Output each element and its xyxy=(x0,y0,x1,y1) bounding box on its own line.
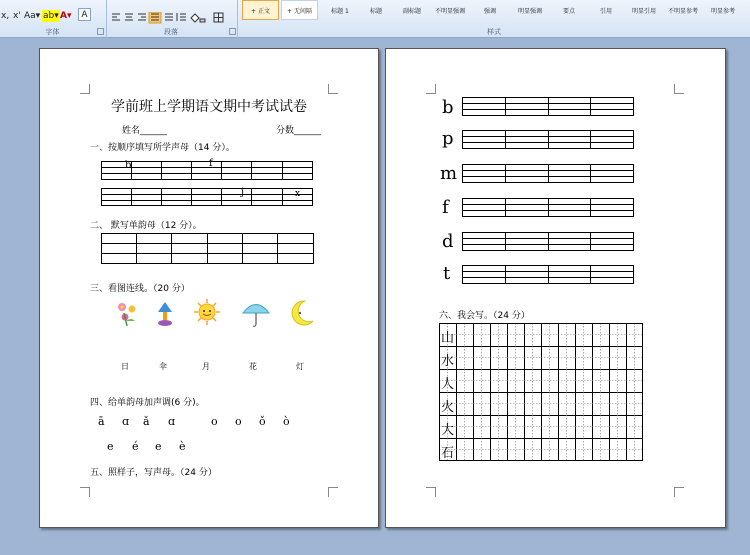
four-line-grid xyxy=(462,97,634,116)
practice-letter: t xyxy=(443,263,451,284)
lamp-icon xyxy=(154,300,176,328)
style-subtle-reference[interactable]: 不明显参考 xyxy=(667,8,698,15)
style-subtle-emphasis[interactable]: 不明显强调 xyxy=(434,8,465,15)
hanzi-char: 水 xyxy=(440,354,454,369)
q3-word: 日 xyxy=(121,362,129,371)
style-intense-reference[interactable]: 明显参考 xyxy=(710,8,735,15)
q3-word: 灯 xyxy=(296,362,304,371)
page-2 xyxy=(385,48,726,528)
q1-letter: f xyxy=(209,158,213,169)
font-group-label: 字体 xyxy=(45,28,60,36)
crop-mark xyxy=(80,84,90,94)
hanzi-char: 石 xyxy=(440,446,454,461)
hanzi-char: 山 xyxy=(440,331,454,346)
crop-mark xyxy=(674,84,684,94)
tone-vowel: ǎ xyxy=(143,415,150,428)
styles-group-label: 样式 xyxy=(487,28,501,36)
tone-vowel: e xyxy=(107,440,114,453)
flower-icon xyxy=(114,299,140,327)
distributed-icon xyxy=(165,14,173,20)
question-4: 四、给单韵母加声调(6 分)。 xyxy=(90,398,205,408)
hanzi-practice-grid xyxy=(439,323,643,462)
q3-word: 月 xyxy=(202,362,210,371)
crop-mark xyxy=(328,84,338,94)
practice-letter: m xyxy=(440,163,458,184)
style-no-spacing-label: + 无间隔 xyxy=(287,8,312,15)
sun-icon xyxy=(194,299,220,325)
paragraph-dialog-launcher[interactable] xyxy=(229,28,236,35)
crop-mark xyxy=(674,487,684,497)
hanzi-char: 人 xyxy=(440,377,454,392)
name-field: 姓名______ xyxy=(122,126,168,136)
style-quote[interactable]: 引用 xyxy=(599,8,612,15)
tone-vowel: ɑ xyxy=(168,415,176,428)
subscript-button[interactable]: x, xyxy=(1,11,10,21)
font-color-button[interactable]: A▾ xyxy=(60,11,72,21)
practice-letter: f xyxy=(442,197,449,218)
style-normal-label: + 正文 xyxy=(251,8,270,15)
ribbon xyxy=(0,0,750,38)
align-center-icon xyxy=(125,14,133,20)
style-no-spacing[interactable] xyxy=(281,0,318,20)
paragraph-toolbar-icons xyxy=(110,12,235,24)
q1-grid xyxy=(101,161,313,206)
question-1: 一、按顺序填写所学声母（14 分）。 xyxy=(90,143,235,153)
practice-letter: p xyxy=(442,128,454,149)
hanzi-char: 火 xyxy=(440,400,454,415)
tone-vowel: e xyxy=(155,440,162,453)
q1-letter: b xyxy=(125,160,132,171)
superscript-button[interactable]: x' xyxy=(13,11,21,21)
practice-letter: b xyxy=(442,97,454,118)
moon-icon xyxy=(291,299,315,327)
style-title[interactable]: 标题 xyxy=(369,8,382,15)
align-left-icon xyxy=(112,14,120,20)
crop-mark xyxy=(426,84,436,94)
tone-vowel: ɑ xyxy=(122,415,130,428)
tone-vowel: o xyxy=(235,415,242,428)
borders-icon xyxy=(214,13,223,22)
style-normal[interactable] xyxy=(242,0,279,20)
shading-icon xyxy=(191,14,205,22)
crop-mark xyxy=(328,487,338,497)
score-field: 分数______ xyxy=(276,126,322,136)
tone-vowel: o xyxy=(211,415,218,428)
umbrella-icon xyxy=(241,300,271,328)
char-border-button[interactable]: A xyxy=(78,8,91,21)
four-line-grid xyxy=(462,198,634,217)
style-heading1[interactable]: 标题 1 xyxy=(331,8,349,15)
q1-letter: j xyxy=(241,187,245,198)
line-spacing-icon xyxy=(177,13,186,21)
page-1 xyxy=(39,48,379,528)
align-right-icon xyxy=(138,14,146,20)
practice-letter: d xyxy=(442,231,454,252)
font-dialog-launcher[interactable] xyxy=(97,28,104,35)
tone-vowel: è xyxy=(179,440,186,453)
highlight-button[interactable]: ab▾ xyxy=(43,11,59,21)
four-line-grid xyxy=(462,265,634,284)
q3-word: 伞 xyxy=(159,362,167,371)
crop-mark xyxy=(80,487,90,497)
four-line-grid xyxy=(462,232,634,251)
style-emphasis[interactable]: 强调 xyxy=(483,8,496,15)
tone-vowel: ǒ xyxy=(259,415,266,428)
style-subtitle[interactable]: 副标题 xyxy=(402,8,421,15)
style-strong[interactable]: 要点 xyxy=(562,8,575,15)
q1-letter: x xyxy=(295,189,301,199)
question-3: 三、看图连线。（20 分） xyxy=(90,284,190,294)
crop-mark xyxy=(426,487,436,497)
question-2: 二、 默写单韵母（12 分）。 xyxy=(90,221,202,231)
tone-vowel: é xyxy=(132,440,139,453)
question-6: 六、我会写。（24 分） xyxy=(439,311,530,321)
question-5: 五、照样子，写声母。（24 分） xyxy=(90,468,217,478)
four-line-grid xyxy=(462,164,634,183)
four-line-grid xyxy=(462,130,634,149)
tone-vowel: ò xyxy=(283,415,290,428)
hanzi-char: 大 xyxy=(440,423,454,438)
change-case-button[interactable]: Aa▾ xyxy=(24,11,41,21)
paragraph-group-label: 段落 xyxy=(164,28,178,36)
tone-vowel: ā xyxy=(98,415,105,428)
page-title: 学前班上学期语文期中考试试卷 xyxy=(111,99,307,115)
style-intense-quote[interactable]: 明显引用 xyxy=(631,8,656,15)
style-intense-emphasis[interactable]: 明显强调 xyxy=(517,8,542,15)
q3-word: 花 xyxy=(249,362,257,371)
letter-practice-grids xyxy=(462,97,634,287)
q2-grid xyxy=(101,233,314,264)
